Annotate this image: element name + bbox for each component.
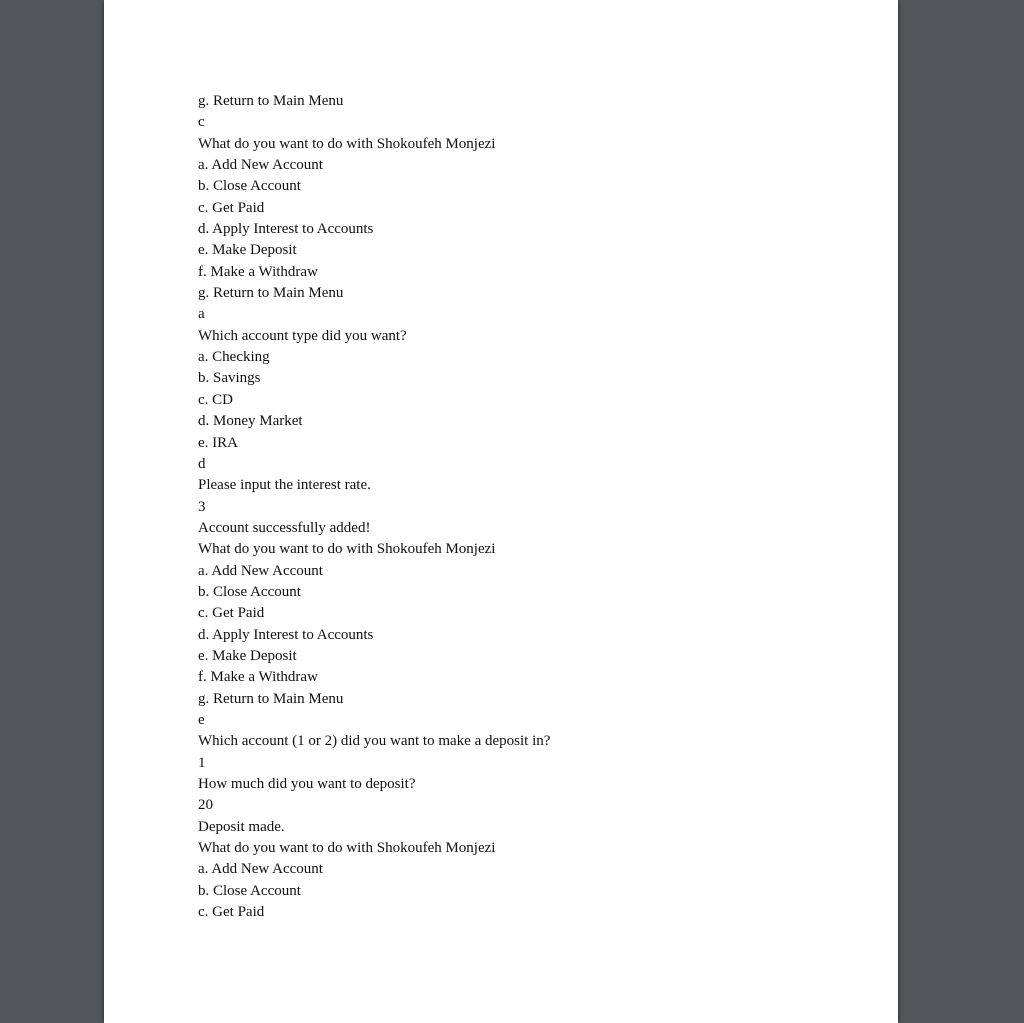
text-line: g. Return to Main Menu <box>198 93 344 109</box>
text-line: f. Make a Withdraw <box>198 263 318 280</box>
text-line: Which account type did you want? <box>198 327 407 344</box>
text-line: What do you want to do with Shokoufeh Monjezi <box>198 135 496 152</box>
text-line: Please input the interest rate. <box>198 477 371 494</box>
text-line: d. Money Market <box>198 413 303 430</box>
text-line: b. Close Account <box>198 178 301 195</box>
text-line: a. Add New Account <box>198 157 323 174</box>
text-line: g. Return to Main Menu <box>198 285 344 302</box>
text-line: Account successfully added! <box>198 519 371 536</box>
text-line: Deposit made. <box>198 818 285 835</box>
text-line: b. Close Account <box>198 583 301 600</box>
text-line: e <box>198 711 205 728</box>
text-line: c. Get Paid <box>198 904 265 921</box>
document-page <box>104 0 898 1023</box>
text-line: d. Apply Interest to Accounts <box>198 221 374 238</box>
text-line: c. CD <box>198 391 233 408</box>
text-line: d <box>198 455 206 472</box>
text-line: How much did you want to deposit? <box>198 776 416 792</box>
text-line: f. Make a Withdraw <box>198 669 318 686</box>
text-line: e. IRA <box>198 434 238 451</box>
text-line: a. Add New Account <box>198 861 323 878</box>
text-line: c <box>198 114 205 131</box>
text-line: e. Make Deposit <box>198 242 297 259</box>
text-line: a <box>198 306 205 323</box>
text-line: 3 <box>198 498 206 515</box>
text-line: a. Add New Account <box>198 562 323 579</box>
text-line: c. Get Paid <box>198 605 265 622</box>
text-line: g. Return to Main Menu <box>198 690 344 707</box>
text-line: d. Apply Interest to Accounts <box>198 626 374 643</box>
text-line: Which account (1 or 2) did you want to make a deposit in? <box>198 733 551 750</box>
text-line: What do you want to do with Shokoufeh Monjezi <box>198 541 496 558</box>
text-line: b. Savings <box>198 370 261 387</box>
text-line: e. Make Deposit <box>198 647 297 664</box>
text-line: 1 <box>198 754 206 771</box>
page-text <box>198 91 878 923</box>
text-line: What do you want to do with Shokoufeh Monjezi <box>198 840 496 857</box>
text-line: a. Checking <box>198 349 270 366</box>
text-line: b. Close Account <box>198 882 301 899</box>
text-line: 20 <box>198 797 213 814</box>
text-line: c. Get Paid <box>198 199 265 216</box>
